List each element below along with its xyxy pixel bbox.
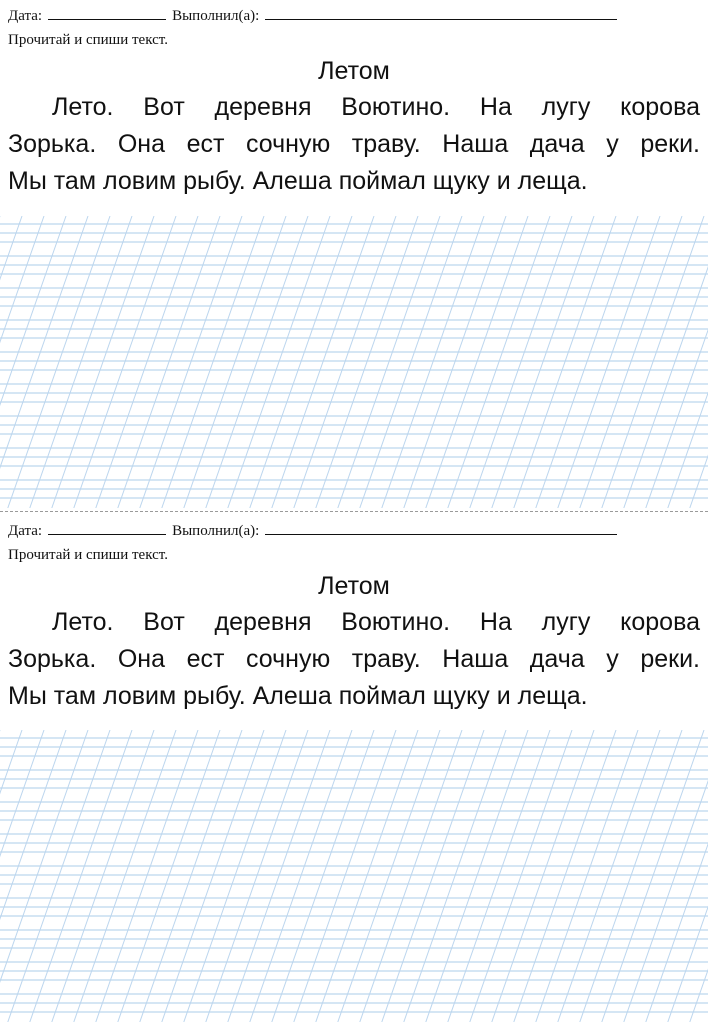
passage-line: Зорька. Она ест сочную траву. Наша дача у реки.	[8, 130, 700, 158]
slant-line	[228, 216, 330, 508]
slant-line	[74, 730, 176, 1022]
slant-line	[360, 730, 462, 1022]
slant-line	[30, 216, 132, 508]
slant-line	[96, 730, 198, 1022]
slant-line	[624, 216, 708, 508]
slant-line	[316, 730, 418, 1022]
slant-line	[536, 730, 638, 1022]
date-blank[interactable]	[48, 519, 166, 535]
slant-line	[30, 730, 132, 1022]
slant-line	[426, 730, 528, 1022]
slant-line	[514, 730, 616, 1022]
slant-line	[184, 730, 286, 1022]
slant-line	[338, 730, 440, 1022]
slant-line	[690, 216, 708, 508]
slant-line	[272, 216, 374, 508]
slant-line	[0, 216, 22, 508]
slant-line	[558, 216, 660, 508]
slant-line	[470, 216, 572, 508]
slant-line	[536, 216, 638, 508]
slant-line	[448, 216, 550, 508]
slant-line	[96, 216, 198, 508]
slant-line	[580, 730, 682, 1022]
ruling-grid	[0, 730, 708, 1022]
passage-text	[8, 604, 700, 715]
slant-line	[602, 730, 704, 1022]
slant-line	[118, 730, 220, 1022]
slant-line	[140, 216, 242, 508]
performer-label: Выполнил(а):	[172, 523, 260, 539]
slant-line	[492, 216, 594, 508]
slant-line	[74, 216, 176, 508]
slant-line	[668, 730, 708, 1022]
date-label: Дата:	[8, 8, 43, 24]
slant-line	[52, 730, 154, 1022]
passage-text	[8, 89, 700, 200]
instruction: Прочитай и спиши текст.	[8, 547, 168, 563]
performer-blank[interactable]	[265, 519, 617, 535]
slant-line	[206, 730, 308, 1022]
slant-line	[404, 730, 506, 1022]
copybook-ruling[interactable]	[0, 216, 708, 508]
ruling-grid	[0, 216, 708, 508]
slant-line	[448, 730, 550, 1022]
slant-line	[0, 730, 66, 1022]
slant-line	[118, 216, 220, 508]
passage-line: Зорька. Она ест сочную траву. Наша дача у реки.	[8, 645, 700, 673]
header-line	[8, 4, 698, 24]
date-label: Дата:	[8, 523, 43, 539]
slant-line	[250, 216, 352, 508]
slant-line	[162, 730, 264, 1022]
slant-line	[360, 216, 462, 508]
slant-line	[558, 730, 660, 1022]
slant-line	[0, 730, 88, 1022]
slant-line	[580, 216, 682, 508]
slant-line	[690, 730, 708, 1022]
passage-line: Мы там ловим рыбу. Алеша поймал щуку и леща.	[8, 682, 588, 710]
slant-line	[250, 730, 352, 1022]
slant-line	[514, 216, 616, 508]
slant-line	[470, 730, 572, 1022]
slant-line	[404, 216, 506, 508]
slant-line	[0, 216, 88, 508]
date-blank[interactable]	[48, 4, 166, 20]
slant-line	[228, 730, 330, 1022]
instruction: Прочитай и спиши текст.	[8, 32, 168, 48]
passage-line: Мы там ловим рыбу. Алеша поймал щуку и леща.	[8, 167, 588, 195]
passage-line: Лето. Вот деревня Воютино. На лугу корова	[52, 608, 700, 636]
performer-label: Выполнил(а):	[172, 8, 260, 24]
slant-line	[294, 730, 396, 1022]
slant-line	[668, 216, 708, 508]
slant-line	[338, 216, 440, 508]
slant-line	[0, 730, 22, 1022]
slant-line	[162, 216, 264, 508]
passage-title: Летом	[318, 572, 390, 600]
slant-line	[140, 730, 242, 1022]
slant-line	[426, 216, 528, 508]
slant-line	[492, 730, 594, 1022]
slant-line	[646, 216, 708, 508]
slant-line	[294, 216, 396, 508]
slant-line	[602, 216, 704, 508]
header-line	[8, 519, 698, 539]
slant-line	[646, 730, 708, 1022]
slant-line	[382, 730, 484, 1022]
slant-line	[206, 216, 308, 508]
cut-line	[0, 511, 708, 512]
slant-line	[382, 216, 484, 508]
copybook-ruling[interactable]	[0, 730, 708, 1022]
slant-line	[52, 216, 154, 508]
slant-line	[624, 730, 708, 1022]
worksheet-bottom	[0, 515, 708, 1024]
slant-line	[0, 216, 66, 508]
slant-line	[272, 730, 374, 1022]
passage-line: Лето. Вот деревня Воютино. На лугу корова	[52, 93, 700, 121]
slant-line	[316, 216, 418, 508]
slant-line	[8, 730, 110, 1022]
passage-title: Летом	[318, 57, 390, 85]
slant-line	[184, 216, 286, 508]
performer-blank[interactable]	[265, 4, 617, 20]
slant-line	[8, 216, 110, 508]
